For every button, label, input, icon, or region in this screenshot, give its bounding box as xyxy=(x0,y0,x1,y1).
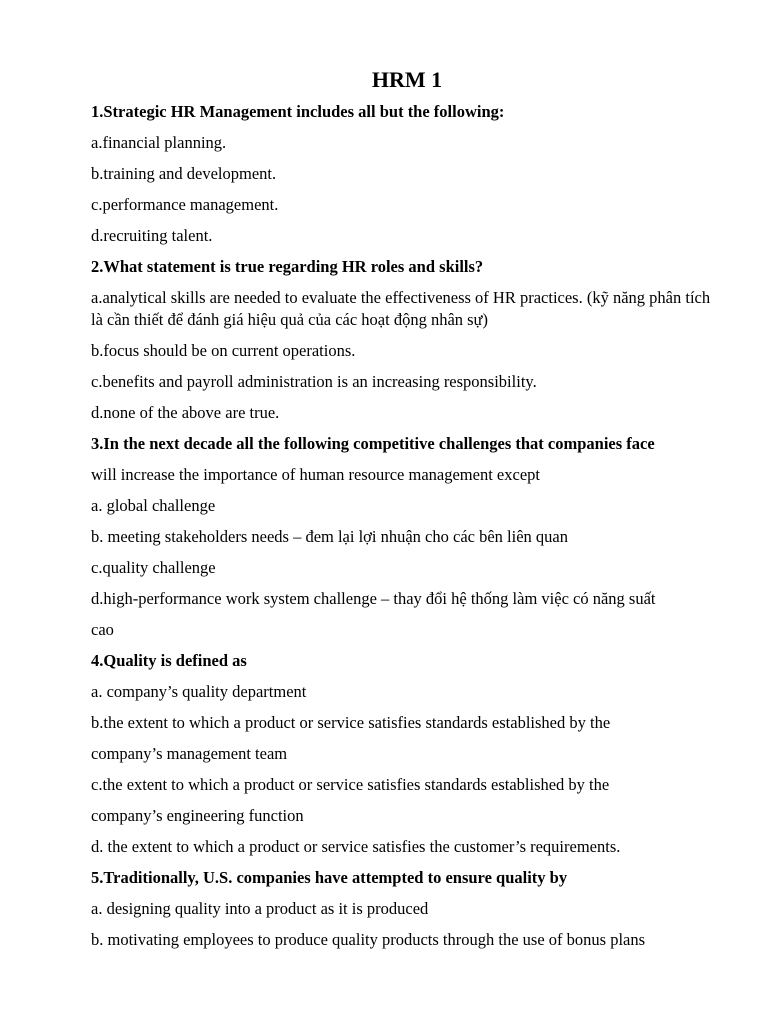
question-3-option-a: a. global challenge xyxy=(91,496,216,515)
question-2-option-b: b.focus should be on current operations. xyxy=(91,341,356,360)
document-title: HRM 1 xyxy=(371,67,443,92)
question-3: 3.In the next decade all the following competitive challenges that companies face xyxy=(91,434,655,453)
question-5-option-b: b. motivating employees to produce quality products through the use of bonus plans xyxy=(91,930,646,949)
question-4-option-a: a. company’s quality department xyxy=(91,682,307,701)
question-2-option-d: d.none of the above are true. xyxy=(91,403,280,422)
question-3-option-c: c.quality challenge xyxy=(91,558,216,577)
question-4-option-b: b.the extent to which a product or service satisfies standards established by the xyxy=(91,713,611,732)
question-4-option-b-continuation: company’s management team xyxy=(91,744,288,763)
question-3-option-b: b. meeting stakeholders needs – đem lại lợi nhuận cho các bên liên quan xyxy=(91,527,568,546)
question-1-option-b: b.training and development. xyxy=(91,164,277,183)
question-2-option-a: a.analytical skills are needed to evaluate the effectiveness of HR practices. (kỹ năng phân tích là cần thiết để đánh giá hiệu quả của các hoạt động nhân sự) xyxy=(91,288,711,329)
question-2-option-c: c.benefits and payroll administration is an increasing responsibility. xyxy=(91,372,537,391)
question-1-option-a: a.financial planning. xyxy=(91,133,227,152)
question-1-option-d: d.recruiting talent. xyxy=(91,226,213,245)
question-1-option-c: c.performance management. xyxy=(91,195,279,214)
question-4-option-d: d. the extent to which a product or service satisfies the customer’s requirements. xyxy=(91,837,621,856)
question-4: 4.Quality is defined as xyxy=(91,651,247,670)
document-page xyxy=(91,62,721,960)
question-4-option-c: c.the extent to which a product or service satisfies standards established by the xyxy=(91,775,610,794)
question-1: 1.Strategic HR Management includes all but the following: xyxy=(91,102,505,121)
question-3-continuation: will increase the importance of human resource management except xyxy=(91,465,540,484)
question-3-option-d: d.high-performance work system challenge – thay đổi hệ thống làm việc có năng suất xyxy=(91,589,656,608)
question-3-option-d-continuation: cao xyxy=(91,620,114,639)
question-5: 5.Traditionally, U.S. companies have attempted to ensure quality by xyxy=(91,868,568,887)
question-2: 2.What statement is true regarding HR roles and skills? xyxy=(91,257,484,276)
question-5-option-a: a. designing quality into a product as it is produced xyxy=(91,899,429,918)
question-4-option-c-continuation: company’s engineering function xyxy=(91,806,304,825)
